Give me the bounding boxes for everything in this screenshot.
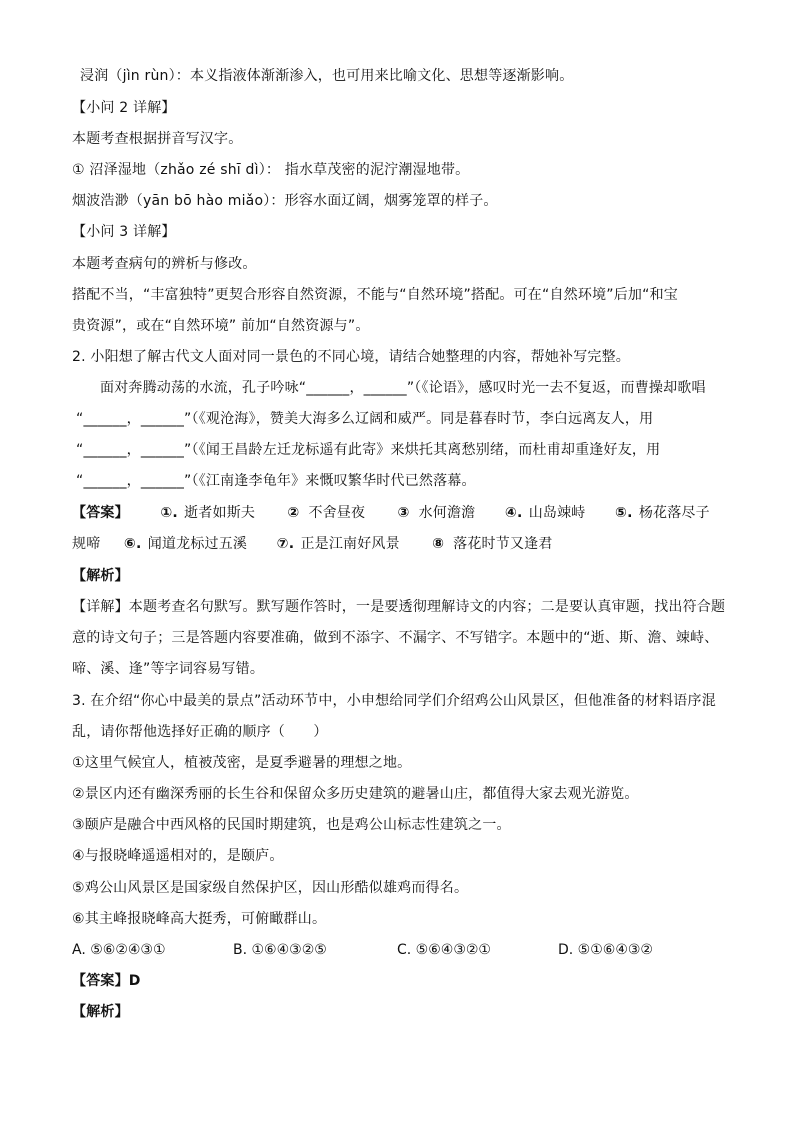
answer-label: 【答案】 (72, 505, 129, 521)
answer-num: ⑦. (276, 536, 295, 552)
answer-text: 落花时节又逢君 (453, 536, 553, 552)
material-item: ③颐庐是融合中西风格的民国时期建筑，也是鸡公山标志性建筑之一。 (72, 817, 511, 833)
question-3: 3. 在介绍“你心中最美的景点”活动环节中，小申想给同学们介绍鸡公山风景区，但他准备的材料语序混 (72, 693, 716, 709)
material-item: ④与报晓峰遥遥相对的，是颐庐。 (72, 848, 284, 864)
option-c: C. ⑤⑥④③②① (397, 942, 491, 958)
answer-item (615, 503, 710, 523)
option-a: A. ⑤⑥②④③① (72, 942, 166, 958)
answer-num: ③ (397, 505, 410, 521)
material-item: ②景区内还有幽深秀丽的长生谷和保留众多历史建筑的避暑山庄，都值得大家去观光游览。 (72, 786, 639, 802)
answer-item (505, 503, 586, 523)
text-line: 乱，请你帮他选择好正确的顺序（ ） (72, 724, 328, 740)
material-item: ⑤鸡公山风景区是国家级自然保护区，因山形酷似雄鸡而得名。 (72, 880, 469, 896)
answer-text: 山岛竦峙 (528, 505, 586, 521)
answer-text: 逝者如斯夫 (184, 505, 256, 521)
text-line: 啼、溪、逢”等字词容易写错。 (72, 661, 265, 677)
text-line: 意的诗文句子；三是答题内容要准确，做到不添字、不漏字、不写错字。本题中的“逝、斯、澹、竦峙、 (72, 630, 719, 646)
answer-item (276, 534, 399, 554)
fill-blank-line: “______，______”（《观沧海》，赞美大海多么辽阔和威严。同是暮春时节，李白远离友人，用 (76, 411, 654, 427)
answer-item (160, 503, 255, 523)
question-2: 2. 小阳想了解古代文人面对同一景色的不同心境，请结合她整理的内容，帮她补写完整。 (72, 349, 631, 365)
answer-num: ④. (504, 505, 523, 521)
answer-num: ② (287, 505, 300, 521)
fill-blank-line: “______，______”（《闻王昌龄左迁龙标遥有此寄》来烘托其离愁别绪，而杜甫却重逢好友，用 (76, 442, 661, 458)
answer-item (284, 503, 365, 523)
text-line: 搭配不当，“丰富独特”更契合形容自然资源，不能与“自然环境”搭配。可在“自然环境”后加“和宝 (72, 287, 678, 303)
answer-final: 【答案】D (72, 973, 141, 989)
analysis-final: 【解析】 (72, 1004, 129, 1020)
section-heading: 【小问 3 详解】 (72, 224, 176, 240)
answer-num: ⑥. (123, 536, 142, 552)
text-line: 贵资源”，或在“自然环境” 前加“自然资源与”。 (72, 318, 370, 334)
material-item: ①这里气候宜人，植被茂密，是夏季避暑的理想之地。 (72, 755, 412, 771)
text-line: 本题考查病句的辨析与修改。 (72, 256, 257, 272)
answer-row (72, 503, 716, 523)
fill-blank-line: 面对奔腾动荡的水流，孔子吟咏“______，______”（《论语》，感叹时光一去不复返，而曹操却歌唱 (100, 380, 706, 396)
answer-item (395, 503, 476, 523)
answer-text: 正是江南好风景 (300, 536, 400, 552)
text-line: 本题考查根据拼音写汉字。 (72, 131, 243, 147)
option-b: B. ①⑥④③②⑤ (233, 942, 327, 958)
answer-item (124, 534, 247, 554)
answer-num: ⑧ (432, 536, 445, 552)
analysis-label: 【解析】 (72, 568, 129, 584)
answer-num: ①. (160, 505, 178, 521)
text-line: 浸润（jìn rùn）：本义指液体渐渐渗入，也可用来比喻文化、思想等逐渐影响。 (80, 68, 574, 84)
text-line: 烟波浩渺（yān bō hào miǎo）：形容水面辽阔，烟雾笼罩的样子。 (72, 193, 498, 209)
answer-text: 水何澹澹 (418, 505, 476, 521)
section-heading: 【小问 2 详解】 (72, 100, 176, 116)
answer-row (72, 534, 559, 554)
option-d: D. ⑤①⑥④③② (558, 942, 653, 958)
answer-num: ⑤. (615, 505, 633, 521)
fill-blank-line: “______，______”（《江南逢李龟年》来慨叹繁华时代已然落幕。 (76, 473, 476, 489)
material-item: ⑥其主峰报晓峰高大挺秀，可俯瞰群山。 (72, 911, 327, 927)
text-line: 【详解】本题考查名句默写。默写题作答时，一是要透彻理解诗文的内容；二是要认真审题，找出符合题 (72, 599, 726, 615)
answer-text: 杨花落尽子 (638, 505, 710, 521)
text-line: ① 沼泽湿地（zhǎo zé shī dì）： 指水草茂密的泥泞潮湿地带。 (72, 162, 470, 178)
answer-item (429, 534, 552, 554)
answer-text: 不舍昼夜 (308, 505, 366, 521)
answer-text: 闻道龙标过五溪 (147, 536, 248, 552)
answer-text: 规啼 (72, 536, 101, 552)
